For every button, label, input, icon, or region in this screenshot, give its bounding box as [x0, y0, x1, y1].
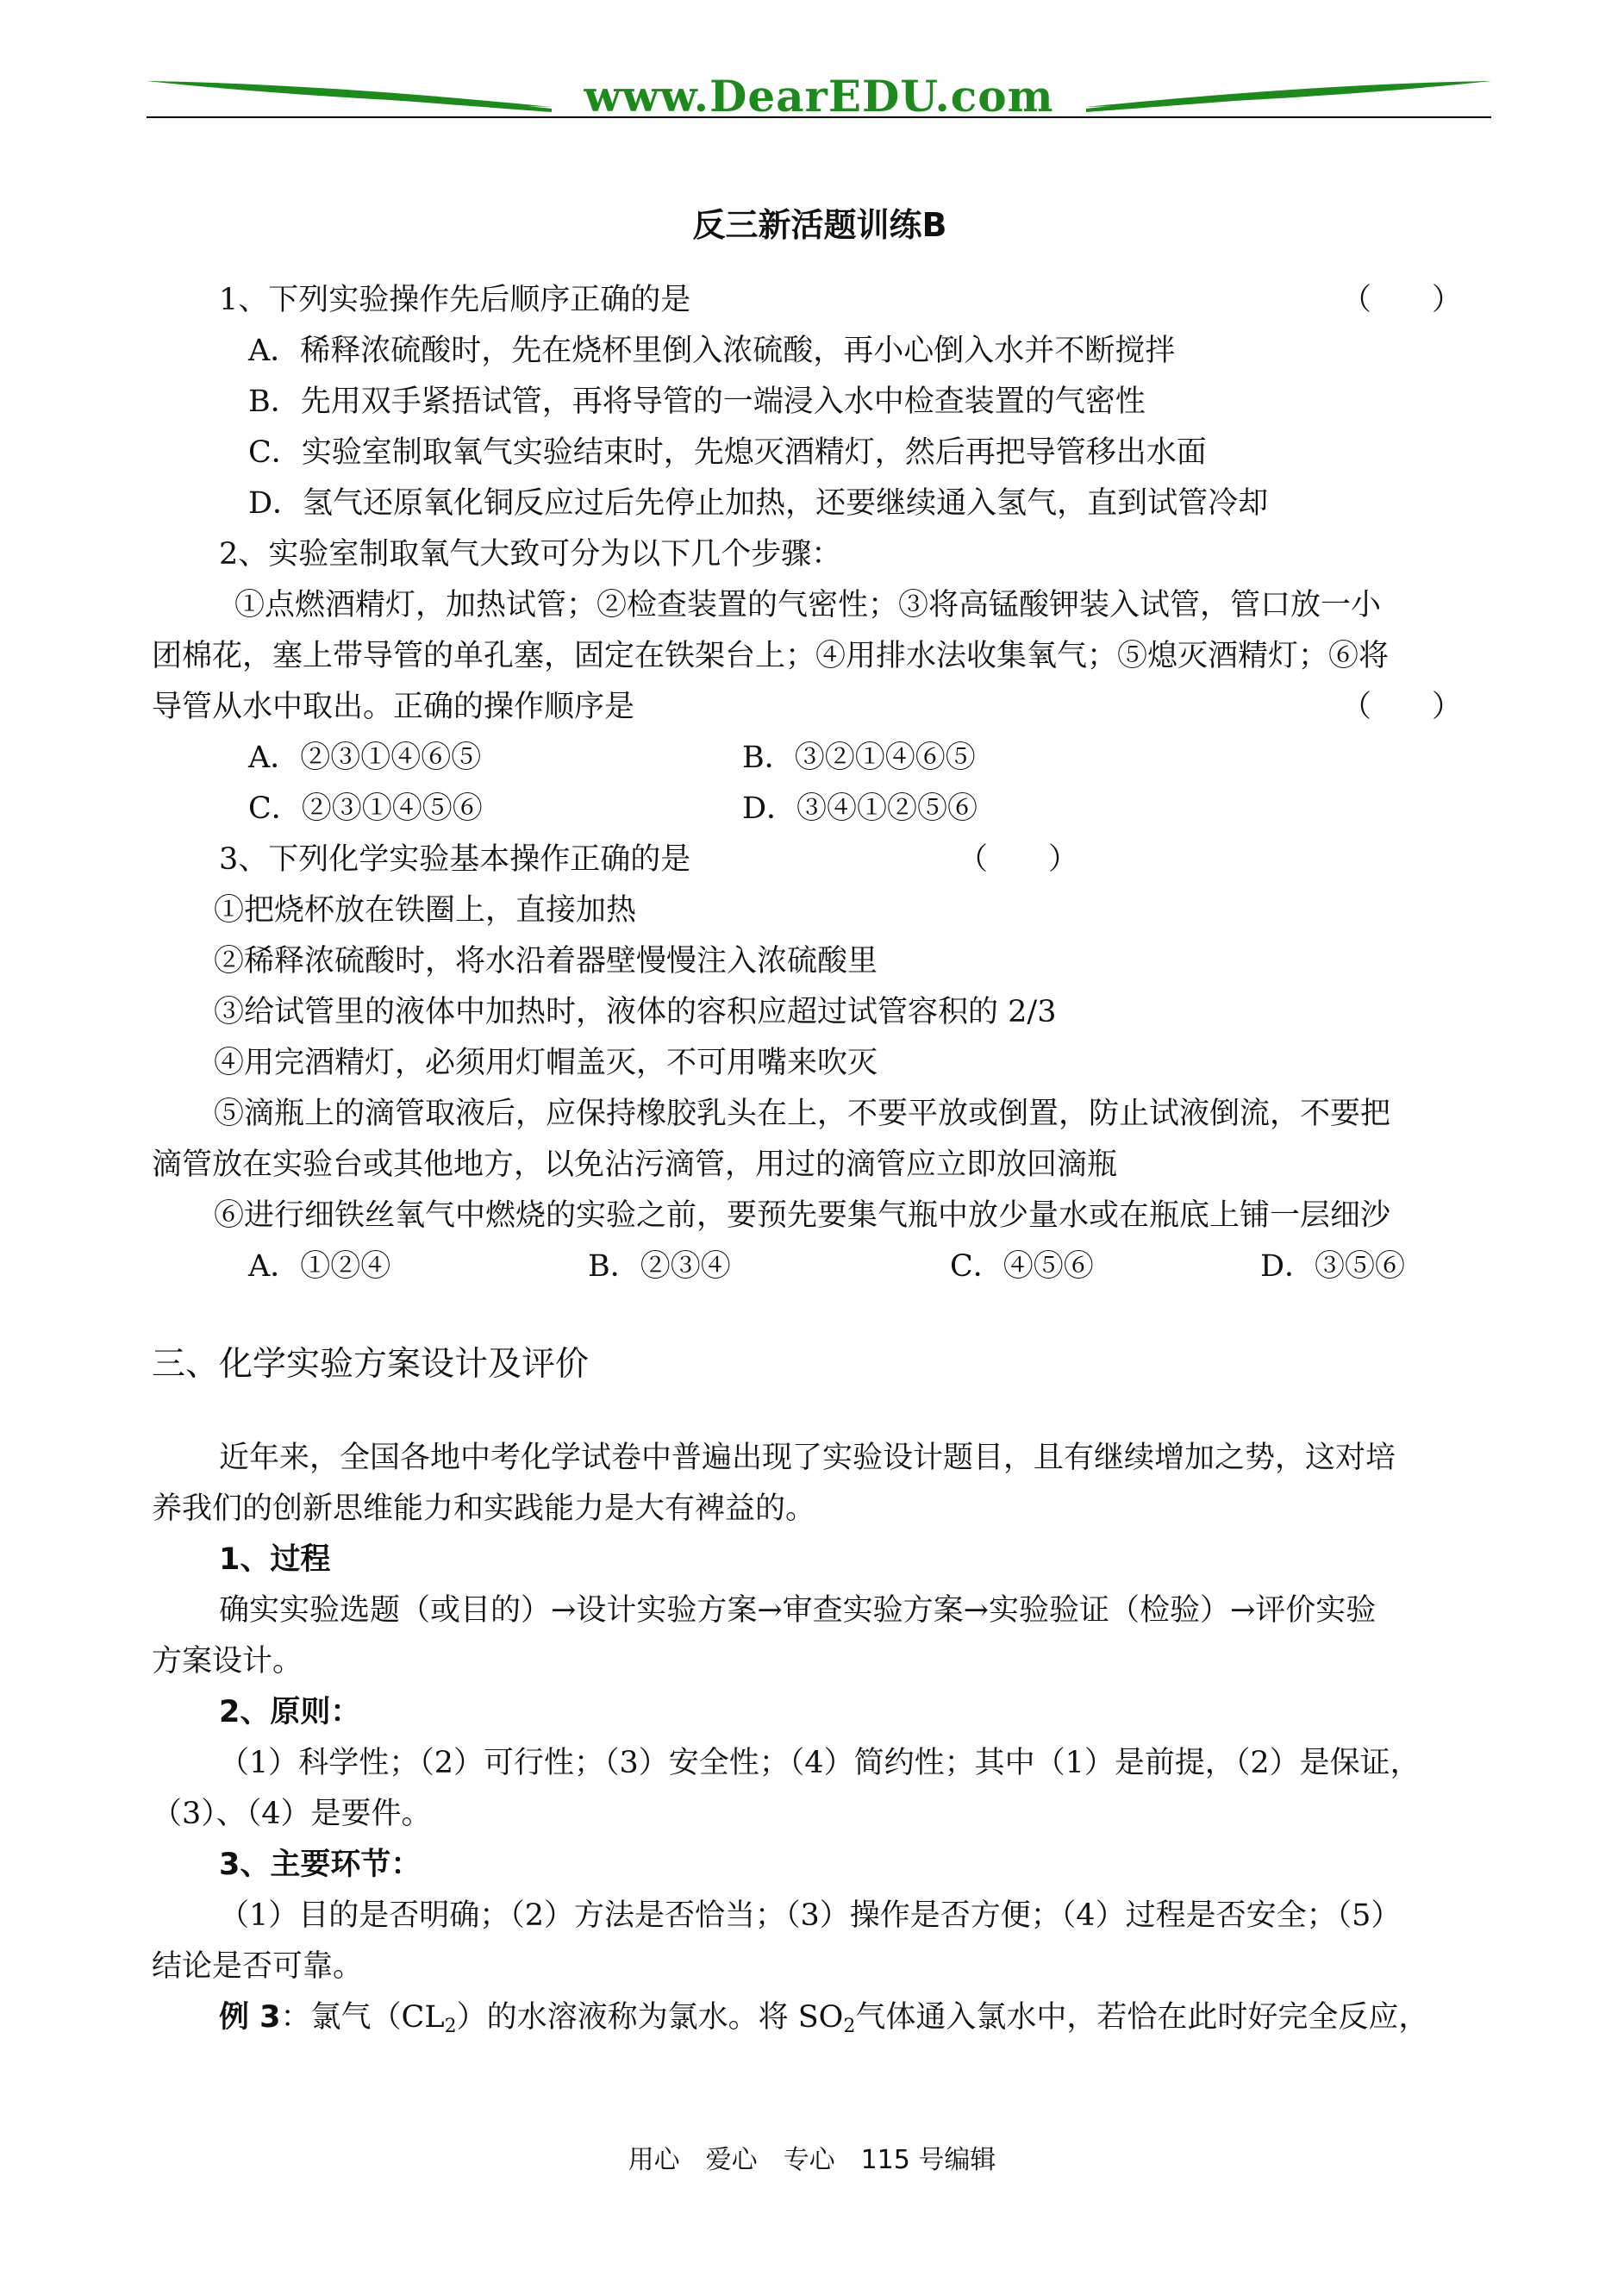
site-logo-text: www.DearEDU.com — [584, 71, 1054, 122]
subheading-key-steps: 3、主要环节： — [219, 1848, 422, 1882]
subheading-process: 1、过程 — [219, 1542, 331, 1577]
question-3 — [152, 835, 1488, 1292]
option-a: A．稀释浓硫酸时，先在烧杯里倒入浓硫酸，再小心倒入水并不断搅拌 — [248, 334, 1176, 368]
question-1 — [152, 275, 1488, 529]
answer-bracket: （ ） — [958, 842, 1079, 877]
statement-item: ②稀释浓硫酸时，将水沿着器壁慢慢注入浓硫酸里 — [214, 944, 878, 979]
site-banner — [147, 69, 1491, 129]
subheading-principles: 2、原则： — [219, 1695, 361, 1729]
statement-item: ⑥进行细铁丝氧气中燃烧的实验之前，要预先要集气瓶中放少量水或在瓶底上铺一层细沙 — [214, 1198, 1391, 1233]
option-row — [152, 1241, 1488, 1292]
principles-text: （3）、（4）是要件。 — [152, 1797, 432, 1831]
example-3: 例 3：氯气$(CL_2)$的水溶液称为氯水。将 $SO_2$气体通入氯水中，若恰在此时好完全反应， — [219, 2000, 1429, 2037]
statement-item: ④用完酒精灯，必须用灯帽盖灭，不可用嘴来吹灭 — [214, 1046, 878, 1080]
principles-text: （1）科学性；（2）可行性；（3）安全性；（4）简约性；其中（1）是前提，（2）是保证， — [219, 1746, 1421, 1780]
question-2-stem: 2、实验室制取氧气大致可分为以下几个步骤： — [219, 537, 842, 572]
question-2-body-line: 导管从水中取出。正确的操作顺序是 （ ） — [152, 682, 1488, 733]
option-b: B．先用双手紧捂试管，再将导管的一端浸入水中检查装置的气密性 — [248, 385, 1146, 419]
option-a: A．②③①④⑥⑤ — [248, 741, 482, 775]
statement-item: ③给试管里的液体中加热时，液体的容积应超过试管容积的 2/3 — [214, 995, 1057, 1029]
section-heading: 三、化学实验方案设计及评价 — [152, 1345, 590, 1384]
intro-paragraph: 近年来，全国各地中考化学试卷中普遍出现了实验设计题目，且有继续增加之势，这对培 — [219, 1441, 1396, 1475]
option-b: B．③②①④⑥⑤ — [742, 741, 976, 775]
option-d: D．③⑤⑥ — [1260, 1249, 1406, 1284]
option-row — [152, 784, 1488, 835]
option-c: C．实验室制取氧气实验结束时，先熄灭酒精灯，然后再把导管移出水面 — [248, 435, 1207, 470]
example-label: 例 3 — [219, 2000, 281, 2035]
intro-paragraph: 养我们的创新思维能力和实践能力是大有裨益的。 — [152, 1491, 816, 1526]
document-body — [152, 198, 1488, 2043]
key-steps-text: （1）目的是否明确；（2）方法是否恰当；（3）操作是否方便；（4）过程是否安全；（5） — [219, 1898, 1402, 1933]
answer-bracket: （ ） — [1340, 690, 1462, 724]
question-2-body-line: ①点燃酒精灯，加热试管；②检查装置的气密性；③将高锰酸钾装入试管，管口放一小 — [234, 588, 1382, 622]
question-2-body-line: 团棉花，塞上带导管的单孔塞，固定在铁架台上；④用排水法收集氧气；⑤熄灭酒精灯；⑥将 — [152, 639, 1390, 673]
question-3-stem: 3、下列化学实验基本操作正确的是 （ ） — [152, 835, 1488, 885]
option-c: C．②③①④⑤⑥ — [248, 791, 483, 826]
option-d: D．③④①②⑤⑥ — [742, 791, 978, 826]
statement-item: ①把烧杯放在铁圈上，直接加热 — [214, 893, 637, 928]
option-d: D．氢气还原氧化铜反应过后先停止加热，还要继续通入氢气，直到试管冷却 — [248, 486, 1269, 521]
key-steps-text: 结论是否可靠。 — [152, 1949, 364, 1984]
question-1-stem: 1、下列实验操作先后顺序正确的是 （ ） — [152, 275, 1488, 326]
question-2 — [152, 529, 1488, 835]
answer-bracket: （ ） — [1340, 283, 1462, 317]
page-title: 反三新活题训练B — [692, 206, 947, 244]
option-b: B．②③④ — [588, 1249, 731, 1284]
process-text: 方案设计。 — [152, 1644, 303, 1679]
page-footer: 用心 爱心 专心 115 号编辑 — [628, 2145, 996, 2175]
option-row — [152, 733, 1488, 784]
statement-item-continued: 滴管放在实验台或其他地方，以免沾污滴管，用过的滴管应立即放回滴瓶 — [152, 1148, 1118, 1182]
option-c: C．④⑤⑥ — [950, 1249, 1094, 1284]
statement-item: ⑤滴瓶上的滴管取液后，应保持橡胶乳头在上，不要平放或倒置，防止试液倒流，不要把 — [214, 1097, 1391, 1131]
option-a: A．①②④ — [248, 1249, 391, 1284]
process-text: 确实实验选题（或目的）→设计实验方案→审查实验方案→实验验证（检验）→评价实验 — [219, 1593, 1377, 1628]
